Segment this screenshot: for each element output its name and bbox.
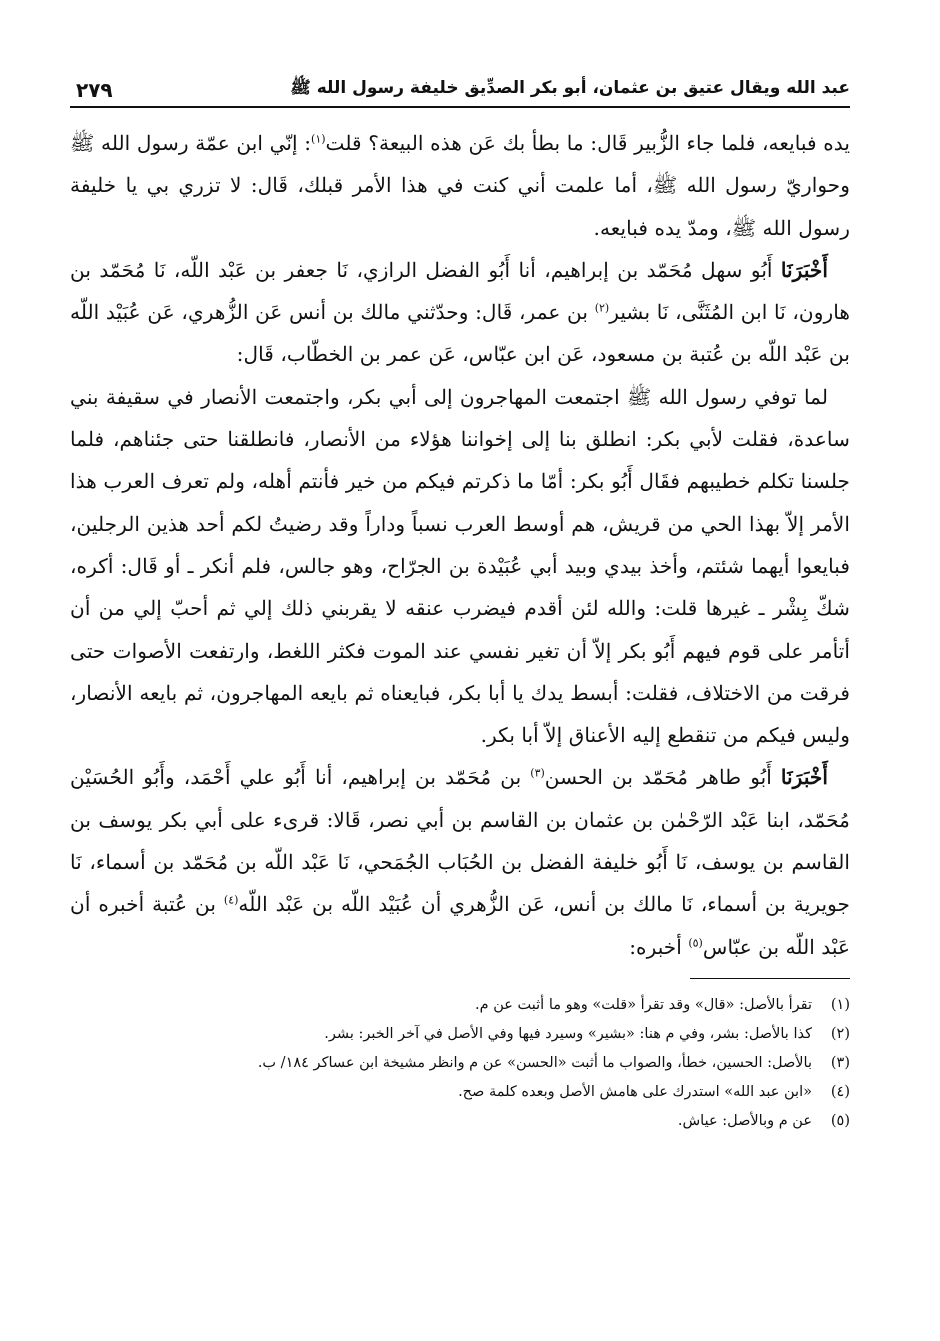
page-number: ٢٧٩ — [76, 78, 113, 102]
footnote — [70, 1020, 850, 1049]
paragraph-text: أَبُو طاهر مُحَمّد بن الحسن — [544, 765, 781, 790]
paragraph-text: بن عُتبة أخبره أن عَبْد اللّه بن عبّاس — [70, 892, 850, 959]
footnote-text: تقرأ بالأصل: «قال» وقد تقرأ «قلت» وهو ما أثبت عن م. — [475, 996, 812, 1013]
narration-lead: أَخْبَرَنَا — [780, 257, 828, 282]
footnote-ref: (٥) — [688, 935, 703, 949]
footnote-number: (٣) — [830, 1054, 850, 1071]
footnote-ref: (٢) — [594, 301, 610, 315]
paragraph-1 — [70, 122, 850, 249]
paragraph-text: : إنّي ابن عمّة رسول الله ﷺ وحواريّ رسول الله ﷺ، أما علمت أني كنت في هذا الأمر قبلك، قَال: لا تزري بي يا خليفة رسول الله ﷺ، ومدّ يده فبايعه. — [70, 131, 850, 240]
main-text — [70, 122, 850, 968]
footnote-text: كذا بالأصل: بشر، وفي م هنا: «بشير» وسيرد فيها وفي الأصل في آخر الخبر: بشر. — [324, 1025, 812, 1042]
footnote — [70, 1107, 850, 1136]
footnote — [70, 991, 850, 1020]
footnote-rule — [690, 978, 850, 979]
footnote-number: (١) — [830, 996, 850, 1013]
footnote-ref: (٤) — [223, 893, 239, 907]
footnote-number: (٥) — [830, 1112, 850, 1129]
narration-lead: أَخْبَرَنَا — [780, 765, 828, 790]
paragraph-text: بن عمر، قَال: وحدّثني مالك بن أنس عَن الزُّهري، عَن عُبَيْد اللّه بن عَبْد اللّه بن عُتبة بن مسعود، عَن ابن عبّاس، عَن عمر بن الخطّاب، قَال: — [70, 300, 850, 367]
paragraph-text: أَبُو سهل مُحَمّد بن إبراهيم، أنا أَبُو الفضل الرازي، نَا جعفر بن عَبْد اللّه، نَا مُحَمّد بن هارون، نَا ابن المُثَنَّى، نَا بشير — [70, 257, 850, 325]
footnote-text: عن م وبالأصل: عياش. — [677, 1112, 812, 1129]
paragraph-text: أخبره: — [629, 934, 689, 959]
header-rule — [70, 106, 850, 108]
book-page — [70, 62, 850, 1282]
footnote-ref: (١) — [311, 132, 326, 146]
footnotes — [70, 991, 850, 1136]
footnote-number: (٤) — [830, 1083, 850, 1100]
footnote-text: بالأصل: الحسين، خطأ، والصواب ما أثبت «الحسن» عن م وانظر مشيخة ابن عساكر ١٨٤/ ب. — [257, 1054, 812, 1071]
running-title: عبد الله ويقال عتيق بن عثمان، أبو بكر الصدِّيق خليفة رسول الله ﷺ — [290, 78, 850, 98]
footnote-number: (٢) — [830, 1025, 850, 1042]
footnote-ref: (٣) — [530, 766, 545, 780]
paragraph-2 — [70, 249, 850, 376]
footnote — [70, 1049, 850, 1078]
paragraph-4 — [70, 756, 850, 967]
paragraph-3 — [70, 376, 850, 757]
footnote — [70, 1078, 850, 1107]
running-header — [70, 62, 850, 102]
footnote-text: «ابن عبد الله» استدرك على هامش الأصل وبعده كلمة صح. — [458, 1083, 812, 1100]
paragraph-text: لما توفي رسول الله ﷺ اجتمعت المهاجرون إلى أبي بكر، واجتمعت الأنصار في سقيفة بني ساعدة، فقلت لأبي بكر: انطلق بنا إلى إخواننا هؤلاء من الأنصار، فانطلقنا حتى جئناهم، فلما جلسنا تكلم خطيبهم فقَال أَبُو بكر: أمّا ما ذكرتم فيكم من خير فأنتم أهله، ولم تعرف العرب هذا الأمر إلاّ بهذا الحي من قريش، هم أوسط العرب نسباً وداراً وقد رضيتُ لكم أحد هذين الرجلين، فبايعوا أيهما شئتم، وأخذ بيدي وبيد أبي عُبَيْدة بن الجرّاح، وهو جالس، فلم أنكر ـ أو قَال: أكره، شكّ بِشْر ـ غيرها قلت: والله لئن أقدم فيضرب عنقه لا يقربني ذلك إلي ثم أحبّ إلي من أن أتأمر على قوم فيهم أَبُو بكر إلاّ أن تغير نفسي عند الموت فكثر اللغط، وارتفعت الأصوات حتى فرقت من الاختلاف، فقلت: أبسط يدك يا أبا بكر، فبايعناه ثم بايعه المهاجرون، ثم بايعه الأنصار، وليس فيكم من تنقطع إليه الأعناق إلاّ أبا بكر. — [70, 384, 850, 748]
paragraph-text: يده فبايعه، فلما جاء الزُّبير قَال: ما بطأ بك عَن هذه البيعة؟ قلت — [325, 131, 851, 155]
paragraph-text: بن مُحَمّد بن إبراهيم، أنا أَبُو علي أَحْمَد، وأَبُو الحُسَيْن مُحَمّد، ابنا عَبْد الرّحْمٰن بن عثمان بن القاسم بن أبي نصر، قَالا: قرىء على أبي بكر يوسف بن القاسم بن يوسف، نَا أَبُو خليفة الفضل بن الحُبَاب الجُمَحي، نَا عَبْد اللّه بن مُحَمّد بن أسماء، نَا جويرية بن أسماء، نَا مالك بن أنس، عَن الزُّهري أن عُبَيْد اللّه بن عَبْد اللّه — [70, 765, 850, 917]
